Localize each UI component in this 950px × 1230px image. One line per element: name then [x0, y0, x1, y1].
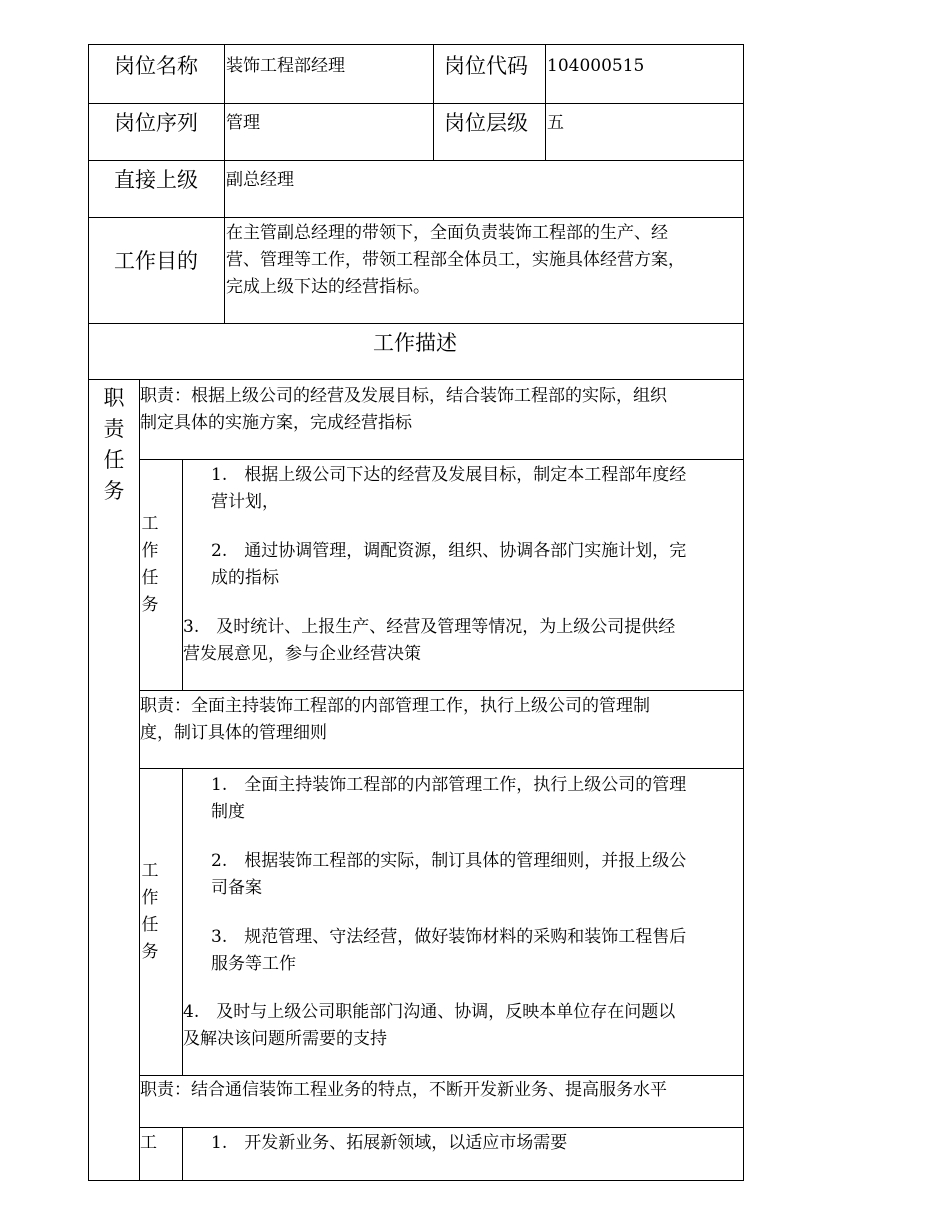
task-item: 服务等工作 — [211, 954, 296, 974]
work-purpose-line: 营、管理等工作，带领工程部全体员工，实施具体经营方案， — [226, 250, 685, 270]
task-item: 1. 根据上级公司下达的经营及发展目标，制定本工程部年度经 — [211, 465, 687, 485]
value-direct-superior: 副总经理 — [226, 170, 294, 190]
task-item: 制度 — [211, 802, 245, 822]
duty-text: 职责：根据上级公司的经营及发展目标，结合装饰工程部的实际，组织 — [140, 386, 667, 406]
col-divider — [182, 1127, 183, 1181]
task-item: 司备案 — [211, 878, 262, 898]
label-position-code: 岗位代码 — [444, 54, 528, 78]
row-divider — [139, 459, 744, 460]
task-label: 工作任务 — [141, 514, 159, 615]
table-border-left — [88, 44, 89, 1181]
row-divider — [88, 217, 744, 218]
value-position-code: 104000515 — [547, 56, 645, 76]
value-position-series: 管理 — [226, 113, 260, 133]
row-divider — [88, 379, 744, 380]
value-position-level: 五 — [547, 113, 564, 133]
task-item: 营发展意见，参与企业经营决策 — [183, 644, 421, 664]
col-divider — [139, 379, 140, 1181]
task-item: 2. 根据装饰工程部的实际，制订具体的管理细则，并报上级公 — [211, 851, 687, 871]
col-divider — [545, 44, 546, 161]
duty-text: 职责：全面主持装饰工程部的内部管理工作，执行上级公司的管理制 — [140, 696, 650, 716]
duty-text: 制定具体的实施方案，完成经营指标 — [140, 413, 412, 433]
task-item: 及解决该问题所需要的支持 — [183, 1029, 387, 1049]
task-item: 营计划， — [211, 492, 279, 512]
side-label-duties: 职责任务 — [103, 386, 125, 503]
task-item: 1. 全面主持装饰工程部的内部管理工作，执行上级公司的管理 — [211, 775, 687, 795]
task-item: 3. 及时统计、上报生产、经营及管理等情况，为上级公司提供经 — [183, 617, 676, 637]
task-label: 工作任务 — [141, 861, 159, 962]
label-direct-superior: 直接上级 — [114, 168, 198, 192]
table-border-right — [743, 44, 744, 1181]
col-divider — [224, 44, 225, 324]
row-divider — [88, 323, 744, 324]
task-item: 1. 开发新业务、拓展新领域，以适应市场需要 — [211, 1133, 568, 1153]
task-item: 4. 及时与上级公司职能部门沟通、协调，反映本单位存在问题以 — [183, 1002, 676, 1022]
table-border-bottom — [88, 1180, 744, 1181]
duty-text: 职责：结合通信装饰工程业务的特点，不断开发新业务、提高服务水平 — [140, 1080, 667, 1100]
label-position-name: 岗位名称 — [114, 54, 198, 78]
work-purpose-line: 完成上级下达的经营指标。 — [226, 277, 430, 297]
task-label-partial: 工 — [140, 1133, 157, 1153]
row-divider — [139, 1075, 744, 1076]
section-title: 工作描述 — [373, 331, 457, 355]
row-divider — [88, 103, 744, 104]
value-position-name: 装饰工程部经理 — [226, 56, 345, 76]
row-divider — [139, 768, 744, 769]
duty-text: 度，制订具体的管理细则 — [140, 723, 327, 743]
task-item: 3. 规范管理、守法经营，做好装饰材料的采购和装饰工程售后 — [211, 927, 687, 947]
work-purpose-line: 在主管副总经理的带领下，全面负责装饰工程部的生产、经 — [226, 223, 668, 243]
row-divider — [139, 1127, 744, 1128]
task-item: 2. 通过协调管理，调配资源，组织、协调各部门实施计划，完 — [211, 541, 687, 561]
label-position-level: 岗位层级 — [444, 111, 528, 135]
table-border-top — [88, 44, 744, 45]
row-divider — [88, 160, 744, 161]
label-position-series: 岗位序列 — [114, 111, 198, 135]
col-divider — [433, 44, 434, 161]
row-divider — [139, 690, 744, 691]
task-item: 成的指标 — [211, 568, 279, 588]
label-work-purpose: 工作目的 — [114, 249, 198, 273]
